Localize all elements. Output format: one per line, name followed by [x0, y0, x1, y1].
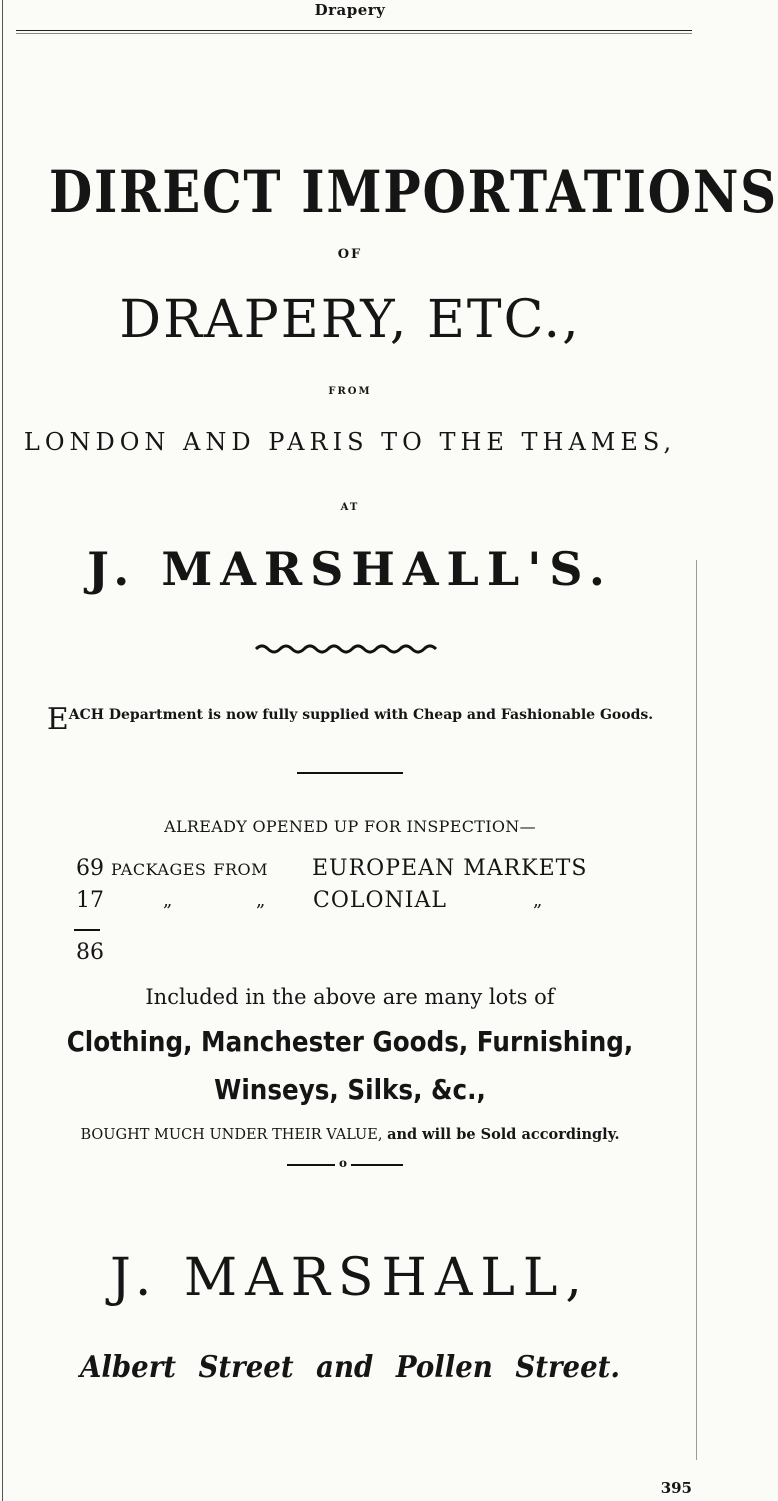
from-word: FROM [213, 860, 269, 879]
separator-bar-left [287, 1164, 335, 1166]
headline-of: OF [337, 247, 363, 262]
ditto-mark: „ [533, 890, 543, 911]
separator-o: o [339, 1156, 348, 1170]
announcement-line [0, 702, 700, 737]
ditto-mark: „ [163, 890, 173, 911]
package-count: 69 [76, 856, 104, 881]
separator-bar-right [351, 1164, 403, 1166]
package-row-european [76, 856, 268, 881]
headline-from: FROM [328, 386, 372, 397]
goods-line-winseys: Winseys, Silks, &c., [214, 1073, 486, 1106]
goods-line-clothing: Clothing, Manchester Goods, Furnishing, [66, 1025, 634, 1058]
package-total: 86 [76, 940, 104, 965]
market-colonial: COLONIAL [313, 888, 447, 913]
signature-address: Albert Street and Pollen Street. [79, 1350, 621, 1385]
bought-caps: BOUGHT MUCH UNDER THEIR VALUE, [80, 1127, 383, 1143]
drop-cap: E [46, 702, 69, 737]
header-rule [16, 30, 692, 31]
headline-direct-importations: DIRECT IMPORTATIONS [49, 158, 778, 226]
package-count-colonial: 17 [76, 888, 104, 913]
headline-marshalls: J. MARSHALL'S. [87, 542, 613, 596]
ditto-mark: „ [256, 890, 266, 911]
bought-under-value [0, 1126, 700, 1143]
headline-drapery: DRAPERY, ETC., [119, 290, 581, 350]
sum-rule [74, 929, 100, 931]
separator-with-o [287, 1156, 403, 1172]
bought-rest: and will be Sold accordingly. [387, 1126, 620, 1143]
header-rule-thin [16, 33, 692, 34]
headline-london-paris: LONDON AND PARIS TO THE THAMES, [23, 428, 677, 456]
inspection-intro: ALREADY OPENED UP FOR INSPECTION— [164, 817, 536, 836]
announcement-text: ACH Department is now fully supplied with Cheap and Fashionable Goods. [68, 707, 654, 723]
page-right-edge [696, 560, 697, 1460]
running-head: Drapery [314, 1, 386, 19]
included-intro: Included in the above are many lots of [145, 985, 555, 1009]
headline-at: AT [340, 502, 360, 513]
section-rule [297, 772, 403, 774]
market-european: EUROPEAN MARKETS [312, 856, 588, 881]
wavy-ornament [254, 643, 438, 655]
signature-name: J. MARSHALL, [110, 1248, 590, 1308]
packages-word: PACKAGES [111, 860, 207, 879]
page-number: 395 [660, 1479, 692, 1497]
